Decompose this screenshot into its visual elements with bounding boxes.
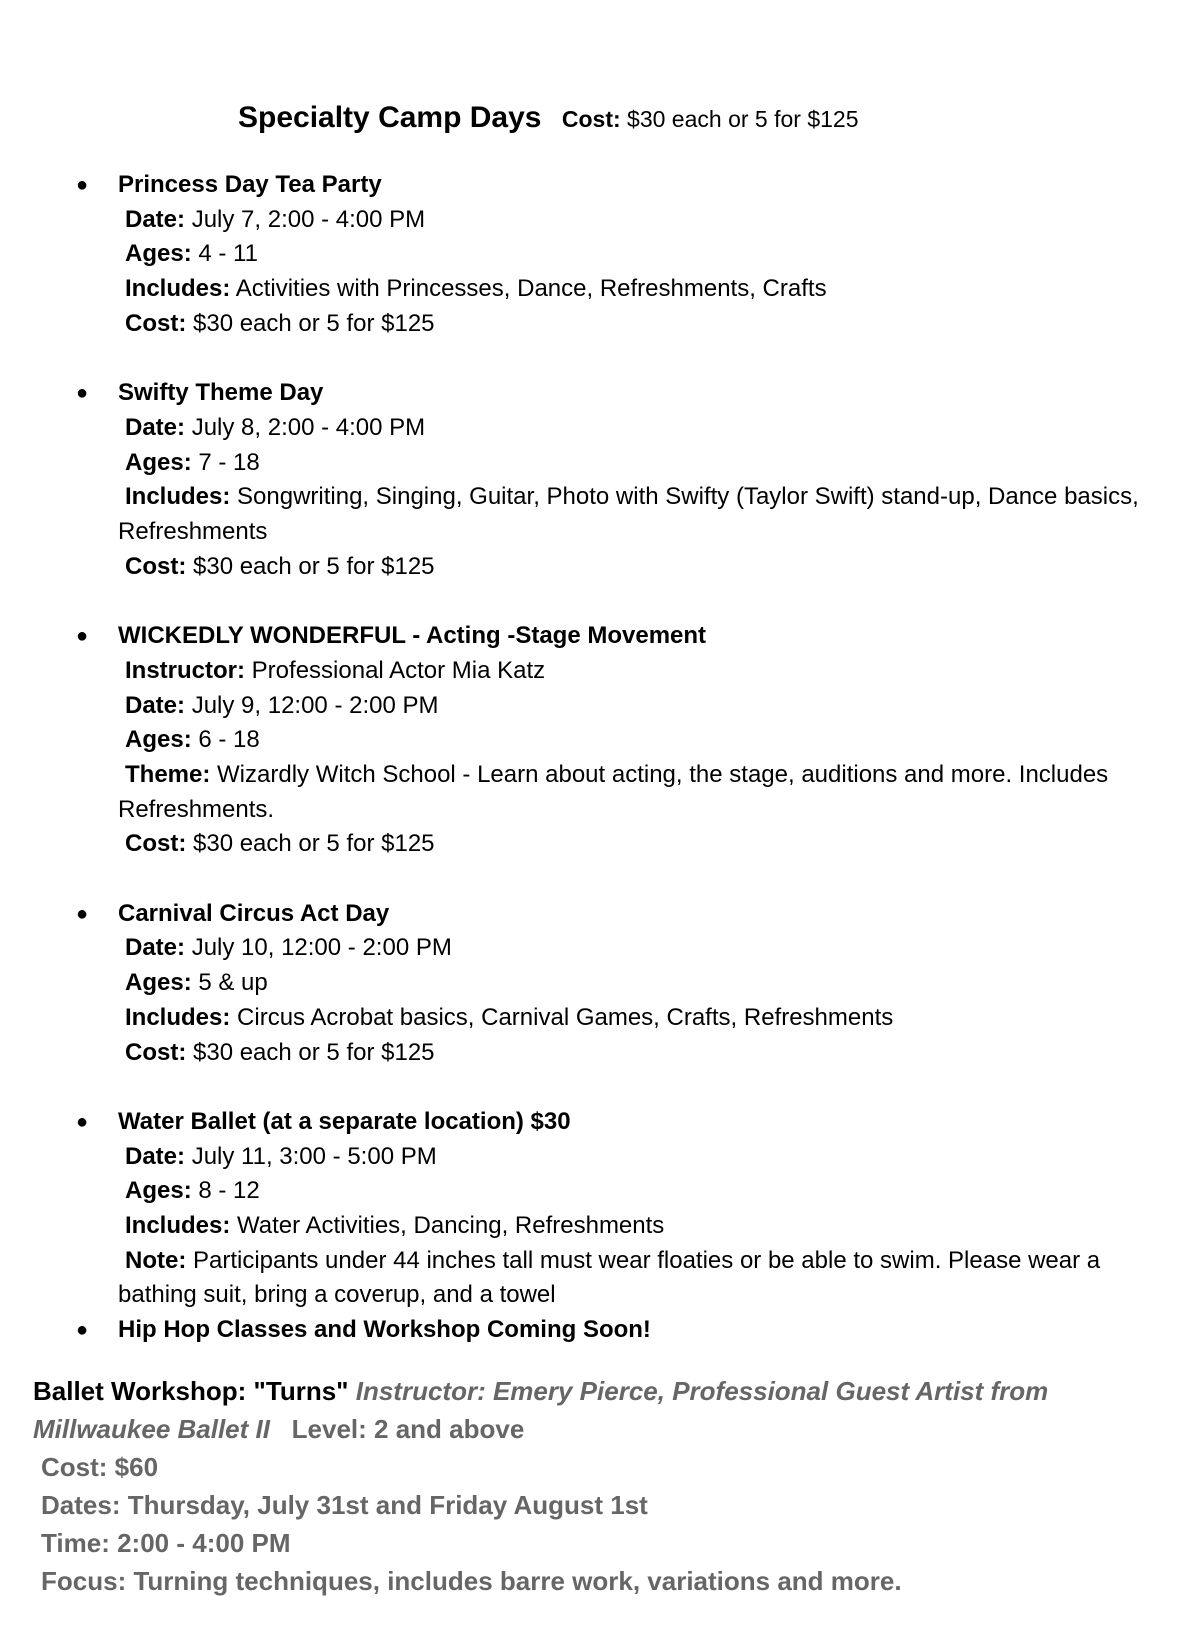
camp-date: Date: July 9, 12:00 - 2:00 PM [125, 691, 439, 719]
ballet-workshop [33, 1372, 1153, 1600]
camp-cost: Cost: $30 each or 5 for $125 [125, 1038, 435, 1066]
camp-name: Princess Day Tea Party [118, 171, 382, 198]
camp-includes: Includes: Circus Acrobat basics, Carnival Games, Crafts, Refreshments [125, 1003, 894, 1031]
camp-name: Carnival Circus Act Day [118, 899, 390, 927]
camp-name: Swifty Theme Day [118, 379, 324, 407]
camp-item-carnival-circus [0, 897, 1179, 1071]
camp-instructor: Instructor: Professional Actor Mia Katz [125, 656, 546, 684]
bullet-icon: ● [76, 174, 89, 196]
camp-ages: Ages: 5 & up [125, 969, 268, 997]
camp-ages: Ages: 7 - 18 [125, 448, 260, 476]
workshop-heading [33, 1372, 1153, 1448]
bullet-icon: ● [76, 625, 89, 648]
camp-note: Note: Participants under 44 inches tall must wear floaties or be able to swim. Please wear a bathing suit, bring a coverup, and a towel [118, 1246, 1101, 1309]
camp-ages: Ages: 4 - 11 [125, 240, 258, 268]
camp-date: Date: July 10, 12:00 - 2:00 PM [125, 934, 452, 962]
camp-cost: Cost: $30 each or 5 for $125 [125, 552, 435, 580]
camp-item-wickedly-wonderful [0, 619, 1179, 862]
camp-date: Date: July 11, 3:00 - 5:00 PM [125, 1142, 437, 1170]
workshop-instructor: Instructor: Emery Pierce, Professional Guest Artist from Millwaukee Ballet II [33, 1376, 1049, 1444]
camp-ages: Ages: 8 - 12 [125, 1177, 260, 1205]
bullet-icon: ● [76, 1110, 89, 1133]
camp-date: Date: July 8, 2:00 - 4:00 PM [125, 413, 426, 441]
camp-name: Water Ballet (at a separate location) $30 [118, 1107, 571, 1135]
workshop-time: Time: 2:00 - 4:00 PM [41, 1528, 291, 1558]
camp-name: WICKEDLY WONDERFUL - Acting -Stage Movement [118, 622, 707, 650]
page-title: Specialty Camp Days [238, 101, 542, 134]
camp-theme: Theme: Wizardly Witch School - Learn about acting, the stage, auditions and more. Includes Refreshments. [118, 760, 1109, 823]
bullet-icon: ● [76, 902, 89, 925]
header-cost-label: Cost: [561, 106, 621, 132]
camp-cost: Cost: $30 each or 5 for $125 [125, 830, 435, 858]
camp-item-water-ballet [0, 1105, 1179, 1313]
workshop-title: Ballet Workshop: "Turns" [33, 1376, 349, 1406]
camp-includes: Includes: Songwriting, Singing, Guitar, Photo with Swifty (Taylor Swift) stand-up, Dance basics, Refreshments [118, 483, 1139, 546]
camp-list [0, 168, 1179, 1348]
workshop-dates: Dates: Thursday, July 31st and Friday August 1st [41, 1490, 648, 1520]
camp-item-princess-day [0, 168, 1179, 342]
camp-item-hip-hop [0, 1313, 1179, 1348]
camp-ages: Ages: 6 - 18 [125, 726, 260, 754]
workshop-cost: Cost: $60 [41, 1452, 159, 1482]
workshop-level: Level: 2 and above [291, 1414, 525, 1444]
bullet-icon: ● [76, 1319, 89, 1342]
header-cost-value: $30 each or 5 for $125 [627, 106, 859, 132]
camp-date: Date: July 7, 2:00 - 4:00 PM [125, 205, 426, 233]
workshop-focus: Focus: Turning techniques, includes barre work, variations and more. [41, 1566, 902, 1596]
camp-includes: Includes: Activities with Princesses, Dance, Refreshments, Crafts [125, 275, 827, 303]
camp-item-swifty-theme-day [0, 376, 1179, 584]
camp-cost: Cost: $30 each or 5 for $125 [125, 309, 435, 337]
camp-includes: Includes: Water Activities, Dancing, Refreshments [125, 1212, 665, 1240]
page-header [238, 101, 859, 135]
bullet-icon: ● [76, 382, 89, 405]
camp-name: Hip Hop Classes and Workshop Coming Soon! [118, 1316, 651, 1344]
